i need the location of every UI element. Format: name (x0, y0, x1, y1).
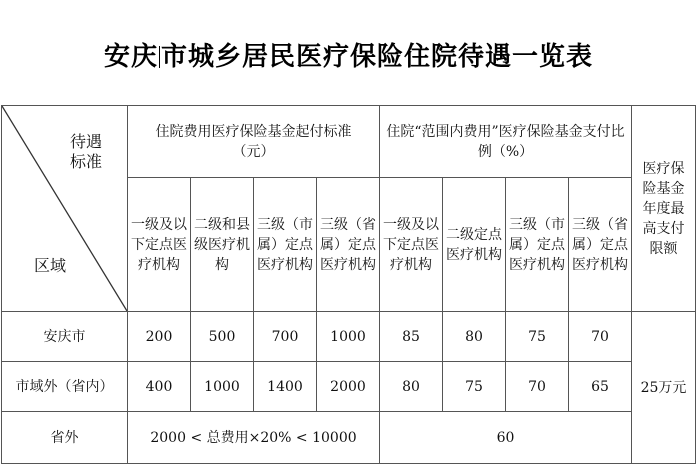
table-row (2, 312, 696, 362)
ratio-cell: 60 (380, 412, 632, 464)
header-level-3: 三级（市属）定点医疗机构 (254, 178, 317, 312)
table-row (2, 412, 696, 464)
table-row (2, 362, 696, 412)
deductible-cell: 500 (191, 312, 254, 362)
ratio-cell: 70 (506, 362, 569, 412)
region-cell: 省外 (2, 412, 128, 464)
header-level-7: 三级（市属）定点医疗机构 (506, 178, 569, 312)
ratio-cell: 80 (443, 312, 506, 362)
text-cursor (159, 46, 160, 68)
header-level-8: 三级（省属）定点医疗机构 (569, 178, 632, 312)
deductible-cell: 700 (254, 312, 317, 362)
ratio-cell: 80 (380, 362, 443, 412)
ratio-cell: 75 (506, 312, 569, 362)
deductible-cell: 1000 (191, 362, 254, 412)
header-level-5: 一级及以下定点医疗机构 (380, 178, 443, 312)
corner-header-cell (2, 106, 128, 312)
header-row-1 (2, 106, 696, 178)
deductible-cell: 400 (128, 362, 191, 412)
max-limit-cell: 25万元 (632, 312, 696, 464)
corner-label-region: 区域 (34, 256, 67, 275)
deductible-cell: 1400 (254, 362, 317, 412)
title-part-2: 市城乡居民医疗保险住院待遇一览表 (161, 42, 594, 72)
region-cell: 市域外（省内） (2, 362, 128, 412)
header-level-1: 一级及以下定点医疗机构 (128, 178, 191, 312)
deductible-cell: 2000 (317, 362, 380, 412)
group-header-deductible: 住院费用医疗保险基金起付标准（元） (128, 106, 380, 178)
title-part-1: 安庆 (103, 42, 158, 72)
deductible-cell: 1000 (317, 312, 380, 362)
ratio-cell: 65 (569, 362, 632, 412)
header-max-limit: 医疗保险基金年度最高支付限额 (632, 106, 696, 312)
header-level-4: 三级（省属）定点医疗机构 (317, 178, 380, 312)
ratio-cell: 75 (443, 362, 506, 412)
page-title (0, 36, 697, 73)
deductible-cell: 200 (128, 312, 191, 362)
group-header-ratio: 住院“范围内费用”医疗保险基金支付比例（%） (380, 106, 632, 178)
ratio-cell: 70 (569, 312, 632, 362)
diagonal-line (2, 106, 127, 311)
deductible-cell: 2000 < 总费用×20% < 10000 (128, 412, 380, 464)
ratio-cell: 85 (380, 312, 443, 362)
header-level-6: 二级定点医疗机构 (443, 178, 506, 312)
corner-label-standard: 待遇标准 (69, 132, 102, 171)
header-level-2: 二级和县级医疗机构 (191, 178, 254, 312)
benefits-table (1, 105, 696, 464)
region-cell: 安庆市 (2, 312, 128, 362)
